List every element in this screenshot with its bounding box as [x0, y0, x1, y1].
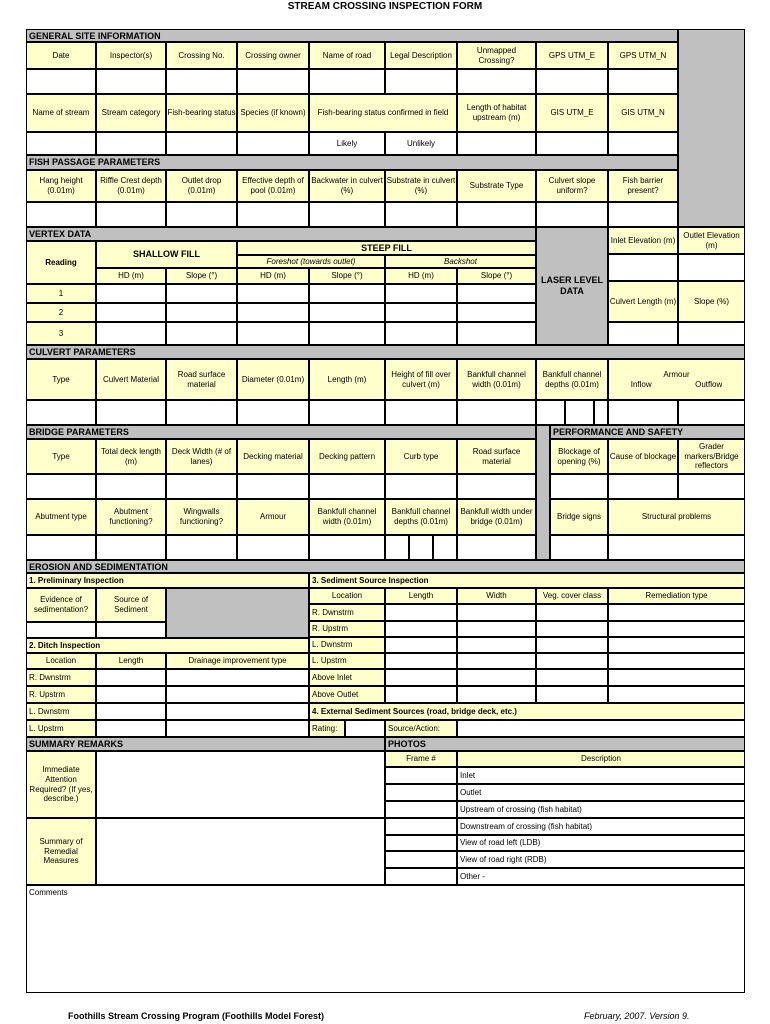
section-vertex: VERTEX DATA: [26, 227, 536, 241]
entry-cell[interactable]: [536, 669, 608, 686]
frame-number-input[interactable]: [385, 835, 457, 851]
header-cell: Substrate Type: [457, 170, 536, 202]
label-cell: Structural problems: [608, 499, 745, 535]
entry-cell[interactable]: [166, 400, 237, 425]
entry-cell[interactable]: [96, 686, 166, 703]
unlikely-option: Unlikely: [385, 132, 457, 155]
frame-number-input[interactable]: [385, 784, 457, 801]
section-performance: PERFORMANCE AND SAFETY: [550, 425, 745, 439]
entry-cell[interactable]: [457, 669, 536, 686]
header-cell: Length (m): [309, 359, 385, 400]
section-erosion: EROSION AND SEDIMENTATION: [26, 560, 745, 573]
header-cell: Type: [26, 359, 96, 400]
entry-cell[interactable]: [385, 653, 457, 669]
armour-header[interactable]: [608, 359, 745, 400]
subsection-title: 4. External Sediment Sources (road, bridge deck, etc.): [309, 703, 745, 720]
header-cell: Type: [26, 439, 96, 474]
entry-cell[interactable]: [166, 474, 237, 499]
photo-description: Outlet: [457, 784, 745, 801]
label-cell: Foreshot (towards outlet): [237, 255, 385, 268]
entry-cell[interactable]: [608, 322, 678, 345]
entry-cell[interactable]: [608, 202, 678, 227]
label-cell: Fish-bearing status confirmed in field: [309, 94, 457, 132]
header-cell: Abutment type: [26, 499, 96, 535]
frame-number-input[interactable]: [385, 868, 457, 885]
entry-cell[interactable]: [237, 535, 309, 560]
entry-cell[interactable]: [96, 622, 166, 638]
entry-cell[interactable]: [550, 535, 608, 560]
entry-cell[interactable]: [385, 474, 457, 499]
entry-cell[interactable]: [608, 653, 745, 669]
label-cell: Width: [457, 588, 536, 604]
label-cell: Stream category: [96, 94, 166, 132]
entry-cell[interactable]: [96, 669, 166, 686]
armour-label: Armour: [663, 369, 690, 379]
entry-cell[interactable]: [536, 400, 565, 425]
label-cell: Length of habitat upstream (m): [457, 94, 536, 132]
footer-version: February, 2007. Version 9.: [584, 1011, 690, 1021]
ditch-row-label: L. Upstrm: [26, 720, 96, 737]
side-gray-bar[interactable]: [678, 29, 745, 227]
header-cell: Crossing No.: [166, 42, 237, 69]
section-bridge: BRIDGE PARAMETERS: [26, 425, 536, 439]
entry-cell[interactable]: [536, 686, 608, 703]
entry-cell[interactable]: [385, 400, 457, 425]
entry-cell[interactable]: [309, 535, 385, 560]
likely-option: Likely: [309, 132, 385, 155]
entry-cell[interactable]: [237, 132, 309, 155]
entry-cell[interactable]: [594, 400, 608, 425]
rating-label: Rating:: [309, 720, 345, 737]
entry-cell[interactable]: [309, 400, 385, 425]
label-cell: Source of Sediment: [96, 588, 166, 622]
label-cell: Frame #: [385, 751, 457, 767]
label-cell: Drainage improvement type: [166, 653, 309, 669]
header-cell: Crossing owner: [237, 42, 309, 69]
entry-cell[interactable]: [457, 322, 536, 345]
entry-cell[interactable]: [309, 284, 385, 303]
entry-cell[interactable]: [26, 69, 96, 94]
entry-cell[interactable]: [678, 254, 745, 281]
label-cell: HD (m): [96, 268, 166, 284]
frame-number-input[interactable]: [385, 851, 457, 868]
header-cell: Inspector(s): [96, 42, 166, 69]
entry-cell[interactable]: [608, 621, 745, 637]
entry-cell[interactable]: [26, 622, 96, 638]
reading-number: 2: [26, 303, 96, 322]
outflow-label: Outflow: [695, 379, 723, 389]
label-cell: HD (m): [385, 268, 457, 284]
entry-cell[interactable]: [385, 637, 457, 653]
frame-number-input[interactable]: [385, 818, 457, 835]
entry-cell[interactable]: [26, 474, 96, 499]
header-cell: Wingwalls functioning?: [166, 499, 237, 535]
photo-description: Downstream of crossing (fish habitat): [457, 818, 745, 835]
entry-cell[interactable]: [385, 322, 457, 345]
label-cell: Slope (°): [309, 268, 385, 284]
label-cell: Backshot: [385, 255, 536, 268]
blank-gray[interactable]: [166, 588, 309, 638]
label-cell: Location: [309, 588, 385, 604]
entry-cell[interactable]: [166, 720, 309, 737]
entry-cell[interactable]: [309, 303, 385, 322]
section-culvert: CULVERT PARAMETERS: [26, 345, 745, 359]
entry-cell[interactable]: [608, 604, 745, 621]
entry-cell[interactable]: [457, 474, 536, 499]
entry-cell[interactable]: [608, 637, 745, 653]
entry-cell[interactable]: [96, 132, 166, 155]
entry-cell[interactable]: [678, 322, 745, 345]
comments-box[interactable]: [26, 885, 745, 993]
entry-cell[interactable]: [96, 474, 166, 499]
label-cell: Immediate Attention Required? (If yes, describe.): [26, 751, 96, 818]
section-summary: SUMMARY REMARKS: [26, 737, 385, 751]
header-cell: Road surface material: [166, 359, 237, 400]
entry-cell[interactable]: [166, 284, 237, 303]
subsection-title: 1. Preliminary Inspection: [26, 573, 309, 588]
entry-cell[interactable]: [457, 202, 536, 227]
entry-cell[interactable]: [608, 535, 745, 560]
entry-cell[interactable]: [457, 604, 536, 621]
entry-cell[interactable]: [536, 132, 608, 155]
entry-cell[interactable]: [166, 322, 237, 345]
entry-cell[interactable]: [457, 535, 536, 560]
entry-cell[interactable]: [536, 604, 608, 621]
entry-cell[interactable]: [536, 621, 608, 637]
entry-cell[interactable]: [608, 686, 745, 703]
source-action-label: Source/Action:: [385, 720, 457, 737]
label-cell: Bridge signs: [550, 499, 608, 535]
entry-cell[interactable]: [309, 322, 385, 345]
header-cell: Culvert Material: [96, 359, 166, 400]
photo-description: Inlet: [457, 767, 745, 784]
entry-cell[interactable]: [608, 254, 678, 281]
label-cell: GIS UTM_E: [536, 94, 608, 132]
entry-cell[interactable]: [678, 400, 745, 425]
label-cell: Culvert Length (m): [608, 281, 678, 322]
header-cell: Deck Width (# of lanes): [166, 439, 237, 474]
entry-cell[interactable]: [96, 202, 166, 227]
entry-cell[interactable]: [536, 69, 608, 94]
header-cell: Backwater in culvert (%): [309, 170, 385, 202]
entry-cell[interactable]: [457, 69, 536, 94]
sediment-row-label: R. Upstrm: [309, 621, 385, 637]
header-cell: Diameter (0.01m): [237, 359, 309, 400]
source-action-input[interactable]: [457, 720, 745, 737]
entry-cell[interactable]: [608, 669, 745, 686]
entry-cell[interactable]: [309, 69, 385, 94]
entry-cell[interactable]: [166, 202, 237, 227]
entry-cell[interactable]: [166, 132, 237, 155]
header-cell: Abutment functioning?: [96, 499, 166, 535]
header-cell: Outlet drop (0.01m): [166, 170, 237, 202]
entry-cell[interactable]: [385, 621, 457, 637]
entry-cell[interactable]: [237, 284, 309, 303]
header-cell: Curb type: [385, 439, 457, 474]
entry-cell[interactable]: [536, 202, 608, 227]
entry-cell[interactable]: [385, 669, 457, 686]
label-cell: Blockage of opening (%): [550, 439, 608, 474]
label-cell: Outlet Elevation (m): [678, 227, 745, 254]
entry-cell[interactable]: [237, 69, 309, 94]
label-cell: Length: [385, 588, 457, 604]
entry-cell[interactable]: [457, 400, 536, 425]
label-cell: STEEP FILL: [237, 241, 536, 255]
label-cell: Grader markers/Bridge reflectors: [678, 439, 745, 474]
entry-cell[interactable]: [166, 686, 309, 703]
entry-cell[interactable]: [166, 535, 237, 560]
label-cell: Veg. cover class: [536, 588, 608, 604]
entry-cell[interactable]: [26, 202, 96, 227]
ditch-row-label: R. Upstrm: [26, 686, 96, 703]
entry-cell[interactable]: [237, 303, 309, 322]
label-cell: Description: [457, 751, 745, 767]
reading-number: 3: [26, 322, 96, 345]
header-cell: Bankfull channel depths (0.01m): [536, 359, 608, 400]
entry-cell[interactable]: [457, 284, 536, 303]
entry-cell[interactable]: [237, 400, 309, 425]
laser-level-label: LASER LEVEL DATA: [536, 227, 608, 345]
entry-cell[interactable]: [26, 535, 96, 560]
entry-cell[interactable]: [166, 69, 237, 94]
entry-cell[interactable]: [96, 720, 166, 737]
comments-label: Comments: [29, 888, 68, 897]
sediment-row-label: L. Dwnstrm: [309, 637, 385, 653]
entry-cell[interactable]: [96, 400, 166, 425]
header-cell: Fish barrier present?: [608, 170, 678, 202]
label-cell: Location: [26, 653, 96, 669]
label-cell: GIS UTM_N: [608, 94, 678, 132]
header-cell: Height of fill over culvert (m): [385, 359, 457, 400]
header-cell: Road surface material: [457, 439, 536, 474]
photo-description: Upstream of crossing (fish habitat): [457, 801, 745, 818]
entry-cell[interactable]: [608, 69, 678, 94]
label-cell: Fish-bearing status: [166, 94, 237, 132]
section-fish-passage: FISH PASSAGE PARAMETERS: [26, 155, 678, 170]
header-cell: Effective depth of pool (0.01m): [237, 170, 309, 202]
entry-cell[interactable]: [385, 69, 457, 94]
entry-cell[interactable]: [385, 303, 457, 322]
label-cell: Species (if known): [237, 94, 309, 132]
entry-cell[interactable]: [237, 202, 309, 227]
entry-cell[interactable]: [96, 69, 166, 94]
photo-description: View of road left (LDB): [457, 835, 745, 851]
entry-cell[interactable]: [457, 621, 536, 637]
remedial-measures-input[interactable]: [96, 818, 385, 885]
subsection-title: 2. Ditch Inspection: [26, 638, 309, 653]
sediment-row-label: Above Outlet: [309, 686, 385, 703]
entry-cell[interactable]: [309, 202, 385, 227]
entry-cell[interactable]: [457, 637, 536, 653]
sediment-row-label: Above Inlet: [309, 669, 385, 686]
entry-cell[interactable]: [536, 653, 608, 669]
entry-cell[interactable]: [608, 132, 678, 155]
frame-number-input[interactable]: [385, 767, 457, 784]
inflow-label: Inflow: [630, 379, 652, 389]
photo-description: View of road right (RDB): [457, 851, 745, 868]
ditch-row-label: L. Dwnstrm: [26, 703, 96, 720]
entry-cell[interactable]: [96, 535, 166, 560]
entry-cell[interactable]: [608, 474, 678, 499]
header-cell: GPS UTM_E: [536, 42, 608, 69]
ditch-row-label: R. Dwnstrm: [26, 669, 96, 686]
footer-program: Foothills Stream Crossing Program (Foothills Model Forest): [68, 1011, 325, 1021]
header-cell: Name of road: [309, 42, 385, 69]
entry-cell[interactable]: [385, 535, 409, 560]
subsection-title: 3. Sediment Source Inspection: [309, 573, 745, 588]
header-cell: Unmapped Crossing?: [457, 42, 536, 69]
entry-cell[interactable]: [385, 284, 457, 303]
entry-cell[interactable]: [433, 535, 457, 560]
entry-cell[interactable]: [409, 535, 433, 560]
header-cell: Substrate in culvert (%): [385, 170, 457, 202]
entry-cell[interactable]: [96, 284, 166, 303]
label-cell: Reading: [26, 241, 96, 284]
frame-number-input[interactable]: [385, 801, 457, 818]
label-cell: Slope (°): [166, 268, 237, 284]
header-cell: Riffle Crest depth (0.01m): [96, 170, 166, 202]
sediment-row-label: L. Upstrm: [309, 653, 385, 669]
header-cell: Total deck length (m): [96, 439, 166, 474]
entry-cell[interactable]: [26, 132, 96, 155]
label-cell: HD (m): [237, 268, 309, 284]
entry-cell[interactable]: [166, 703, 309, 720]
entry-cell[interactable]: [550, 474, 608, 499]
label-cell: Length: [96, 653, 166, 669]
form-title: STREAM CROSSING INSPECTION FORM: [287, 1, 483, 12]
entry-cell[interactable]: [608, 400, 678, 425]
entry-cell[interactable]: [385, 604, 457, 621]
sediment-row-label: R. Dwnstrm: [309, 604, 385, 621]
entry-cell[interactable]: [385, 686, 457, 703]
entry-cell[interactable]: [678, 474, 745, 499]
header-cell: Decking pattern: [309, 439, 385, 474]
label-cell: Inlet Elevation (m): [608, 227, 678, 254]
entry-cell[interactable]: [565, 400, 594, 425]
label-cell: SHALLOW FILL: [96, 241, 237, 268]
label-cell: Name of stream: [26, 94, 96, 132]
divider-gray[interactable]: [536, 425, 550, 560]
reading-number: 1: [26, 284, 96, 303]
header-cell: GPS UTM_N: [608, 42, 678, 69]
section-general: GENERAL SITE INFORMATION: [26, 29, 678, 42]
entry-cell[interactable]: [237, 322, 309, 345]
label-cell: Slope (%): [678, 281, 745, 322]
header-cell: Date: [26, 42, 96, 69]
entry-cell[interactable]: [457, 132, 536, 155]
label-cell: Cause of blockage: [608, 439, 678, 474]
photo-description: Other -: [457, 868, 745, 885]
entry-cell[interactable]: [96, 322, 166, 345]
entry-cell[interactable]: [237, 474, 309, 499]
header-cell: Bankfull channel width (0.01m): [309, 499, 385, 535]
header-cell: Decking material: [237, 439, 309, 474]
entry-cell[interactable]: [457, 653, 536, 669]
entry-cell[interactable]: [96, 703, 166, 720]
entry-cell[interactable]: [96, 303, 166, 322]
header-cell: Bankfull channel width (0.01m): [457, 359, 536, 400]
header-cell: Armour: [237, 499, 309, 535]
label-cell: Remediation type: [608, 588, 745, 604]
section-photos: PHOTOS: [385, 737, 745, 751]
header-cell: Legal Description: [385, 42, 457, 69]
entry-cell[interactable]: [309, 474, 385, 499]
entry-cell[interactable]: [166, 669, 309, 686]
rating-input[interactable]: [345, 720, 385, 737]
header-cell: Bankfull channel depths (0.01m): [385, 499, 457, 535]
label-cell: Evidence of sedimentation?: [26, 588, 96, 622]
entry-cell[interactable]: [536, 637, 608, 653]
header-cell: Hang height (0.01m): [26, 170, 96, 202]
entry-cell[interactable]: [26, 400, 96, 425]
label-cell: Slope (°): [457, 268, 536, 284]
header-cell: Culvert slope uniform?: [536, 170, 608, 202]
immediate-attention-input[interactable]: [96, 751, 385, 818]
label-cell: Summary of Remedial Measures: [26, 818, 96, 885]
header-cell: Bankfull width under bridge (0.01m): [457, 499, 536, 535]
entry-cell[interactable]: [457, 686, 536, 703]
entry-cell[interactable]: [385, 202, 457, 227]
entry-cell[interactable]: [166, 303, 237, 322]
entry-cell[interactable]: [457, 303, 536, 322]
